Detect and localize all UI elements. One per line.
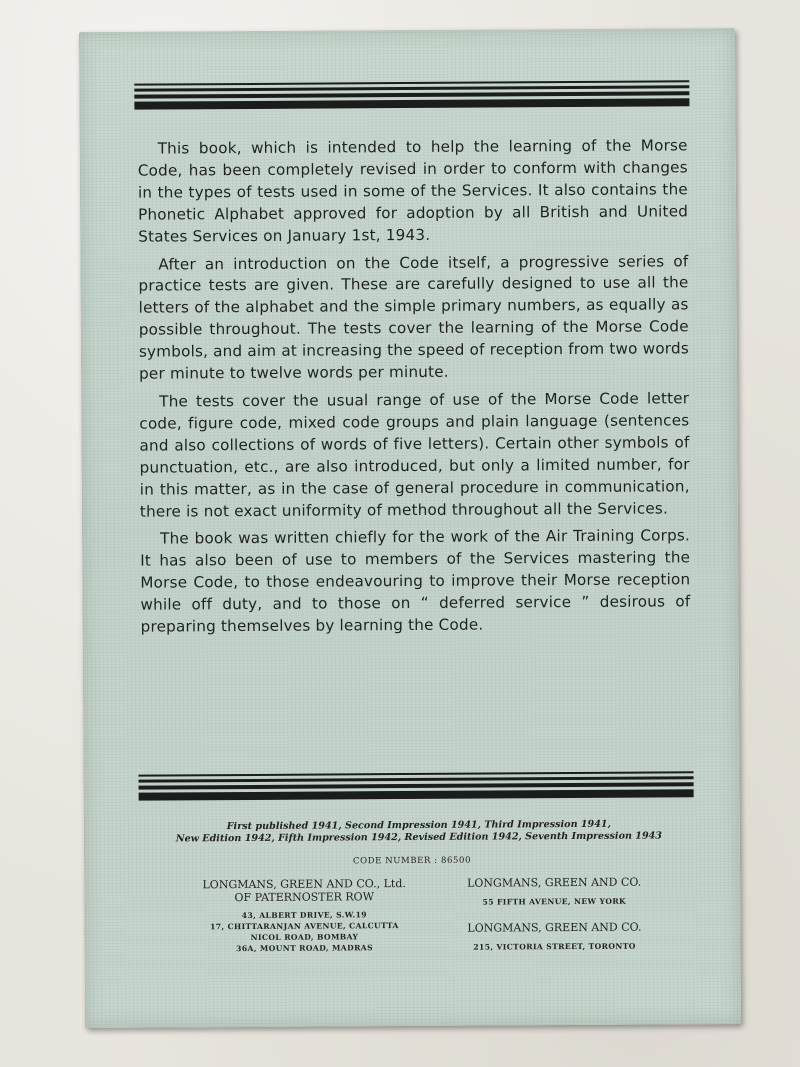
code-number: CODE NUMBER : 86500: [352, 855, 472, 867]
blurb-paragraph: The book was written chiefly for the work of the Air Training Corps. It has also been of use to members of the Services mastering the Morse Code, to those endeavouring to improve their Morse reception while off duty, and to those on “ deferred service ” desirous of preparing themselves by learning the Code.: [140, 526, 691, 636]
publisher-address: 17, CHITTARANJAN AVENUE, CALCUTTA: [210, 921, 399, 932]
rule-line: [134, 98, 689, 109]
blurb-paragraph: This book, which is intended to help the learning of the Morse Code, has been completely revised in order to conform with changes in the types of tests used in some of the Services. It also contains the Phonetic Alphabet approved for adoption by all British and United States Services on January 1st, 1943.: [137, 136, 689, 246]
publisher-toronto: [434, 920, 674, 952]
rule-line: [134, 91, 689, 98]
publisher-address: 36A, MOUNT ROAD, MADRAS: [236, 943, 373, 954]
publisher-name-line2: OF PATERNOSTER ROW: [234, 890, 375, 905]
blurb-paragraph: After an introduction on the Code itself, a progressive series of practice tests are given. These are carefully designed to use all the letters of the alphabet and the simple primary numbers, as equally as possible throughout. The tests cover the learning of the Morse Code symbols, and aim at increasing the speed of reception from two words per minute to twelve words per minute.: [138, 251, 689, 383]
impression-line: First published 1941, Second Impression 1941, Third Impression 1941,: [226, 818, 611, 833]
blurb-text: [138, 135, 691, 644]
publisher-address: 215, VICTORIA STREET, TORONTO: [473, 941, 636, 952]
blurb-paragraph: The tests cover the usual range of use of the Morse Code letter code, figure code, mixed code groups and plain language (sentences and also collections of words of five letters). Certain other symbols of punctuation, etc., are also introduced, but only a limited number, for in this matter, as in the case of general procedure in communication, there is not exact uniformity of method throughout all the Services.: [139, 389, 690, 521]
publisher-address: 55 FIFTH AVENUE, NEW YORK: [482, 896, 627, 907]
rule-line: [139, 789, 694, 800]
publisher-address: NICOL ROAD, BOMBAY: [250, 932, 359, 942]
rule-line: [139, 776, 694, 782]
decorative-rule-top: [134, 80, 689, 112]
publisher-london: [184, 877, 424, 954]
publisher-address: 43, ALBERT DRIVE, S.W.19: [241, 910, 367, 921]
publisher-new-york: [434, 875, 674, 907]
decorative-rule-bottom: [139, 771, 694, 803]
publisher-name: LONGMANS, GREEN AND CO., Ltd.: [202, 877, 406, 892]
impression-line: New Edition 1942, Fifth Impression 1942, Revised Edition 1942, Seventh Impression 1943: [175, 830, 662, 845]
publisher-name: LONGMANS, GREEN AND CO.: [467, 920, 642, 935]
impression-history: [154, 818, 684, 845]
book-back-cover: [79, 28, 741, 1028]
publisher-name: LONGMANS, GREEN AND CO.: [467, 875, 642, 890]
rule-line: [139, 782, 694, 789]
rule-line: [134, 85, 689, 91]
